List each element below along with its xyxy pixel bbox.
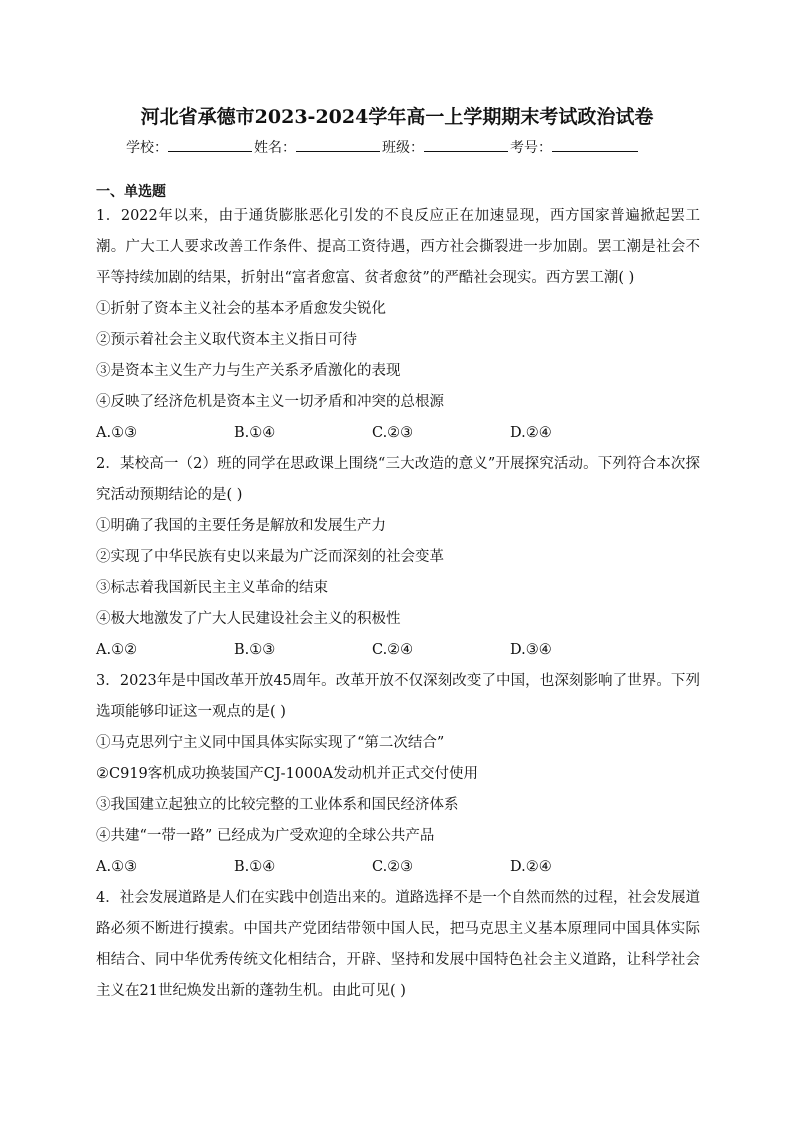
id-label: 考号： — [510, 140, 552, 156]
choice-a: A.①② — [96, 642, 138, 658]
statement-option: ④反映了经济危机是资本主义一切矛盾和冲突的总根源 — [96, 394, 444, 410]
answer-choices — [96, 635, 700, 666]
question-4 — [96, 883, 700, 1007]
statement-option: ③我国建立起独立的比较完整的工业体系和国民经济体系 — [96, 797, 459, 813]
answer-choices — [96, 852, 700, 883]
name-blank — [296, 137, 380, 152]
question-stem: 1．2022年以来，由于通货膨胀恶化引发的不良反应正在加速显现，西方国家普遍掀起罢工潮。广大工人要求改善工作条件、提高工资待遇，西方社会撕裂进一步加剧。罢工潮是社会不平等持续加剧的结果，折射出“富者愈富、贫者愈贫”的严酷社会现实。西方罢工潮( ) — [96, 208, 700, 286]
question-1 — [96, 201, 700, 449]
choice-a: A.①③ — [96, 425, 138, 441]
question-stem: 2．某校高一（2）班的同学在思政课上围绕“三大改造的意义”开展探究活动。下列符合本次探究活动预期结论的是( ) — [96, 456, 700, 503]
statement-option: ②实现了中华民族有史以来最为广泛而深刻的社会变革 — [96, 549, 444, 565]
choice-a: A.①③ — [96, 859, 138, 875]
choice-c: C.②③ — [372, 859, 414, 875]
choice-d: D.②④ — [510, 425, 552, 441]
student-info-line — [126, 137, 640, 157]
question-list — [96, 201, 700, 1007]
choice-b: B.①④ — [234, 859, 276, 875]
choice-d: D.③④ — [510, 642, 552, 658]
choice-b: B.①③ — [234, 642, 276, 658]
question-3 — [96, 666, 700, 883]
class-label: 班级： — [382, 140, 424, 156]
statement-option: ④共建“一带一路” 已经成为广受欢迎的全球公共产品 — [96, 828, 435, 844]
statement-option: ②预示着社会主义取代资本主义指日可待 — [96, 332, 357, 348]
choice-c: C.②④ — [372, 642, 414, 658]
statement-option: ①折射了资本主义社会的基本矛盾愈发尖锐化 — [96, 301, 386, 317]
statement-option: ③标志着我国新民主主义革命的结束 — [96, 580, 328, 596]
exam-title: 河北省承德市2023-2024学年高一上学期期末考试政治试卷 — [140, 106, 654, 128]
school-label: 学校： — [126, 140, 168, 156]
question-stem: 4．社会发展道路是人们在实践中创造出来的。道路选择不是一个自然而然的过程，社会发展道路必须不断进行摸索。中国共产党团结带领中国人民，把马克思主义基本原理同中国具体实际相结合、同中华优秀传统文化相结合，开辟、坚持和发展中国特色社会主义道路，让科学社会主义在21世纪焕发出新的蓬勃生机。由此可见( ) — [96, 890, 700, 999]
statement-option: ①马克思列宁主义同中国具体实际实现了“第二次结合” — [96, 735, 445, 751]
school-blank — [168, 137, 252, 152]
statement-option: ④极大地激发了广大人民建设社会主义的积极性 — [96, 611, 401, 627]
statement-option: ③是资本主义生产力与生产关系矛盾激化的表现 — [96, 363, 401, 379]
choice-c: C.②③ — [372, 425, 414, 441]
statement-option: ②C919客机成功换装国产CJ-1000A发动机并正式交付使用 — [96, 766, 478, 782]
section-title: 一、单选题 — [96, 184, 166, 200]
id-blank — [552, 137, 638, 152]
answer-choices — [96, 418, 700, 449]
name-label: 姓名： — [254, 140, 296, 156]
question-stem: 3．2023年是中国改革开放45周年。改革开放不仅深刻改变了中国，也深刻影响了世界。下列选项能够印证这一观点的是( ) — [96, 673, 700, 720]
class-blank — [424, 137, 508, 152]
statement-option: ①明确了我国的主要任务是解放和发展生产力 — [96, 518, 386, 534]
choice-d: D.②④ — [510, 859, 552, 875]
choice-b: B.①④ — [234, 425, 276, 441]
question-2 — [96, 449, 700, 666]
